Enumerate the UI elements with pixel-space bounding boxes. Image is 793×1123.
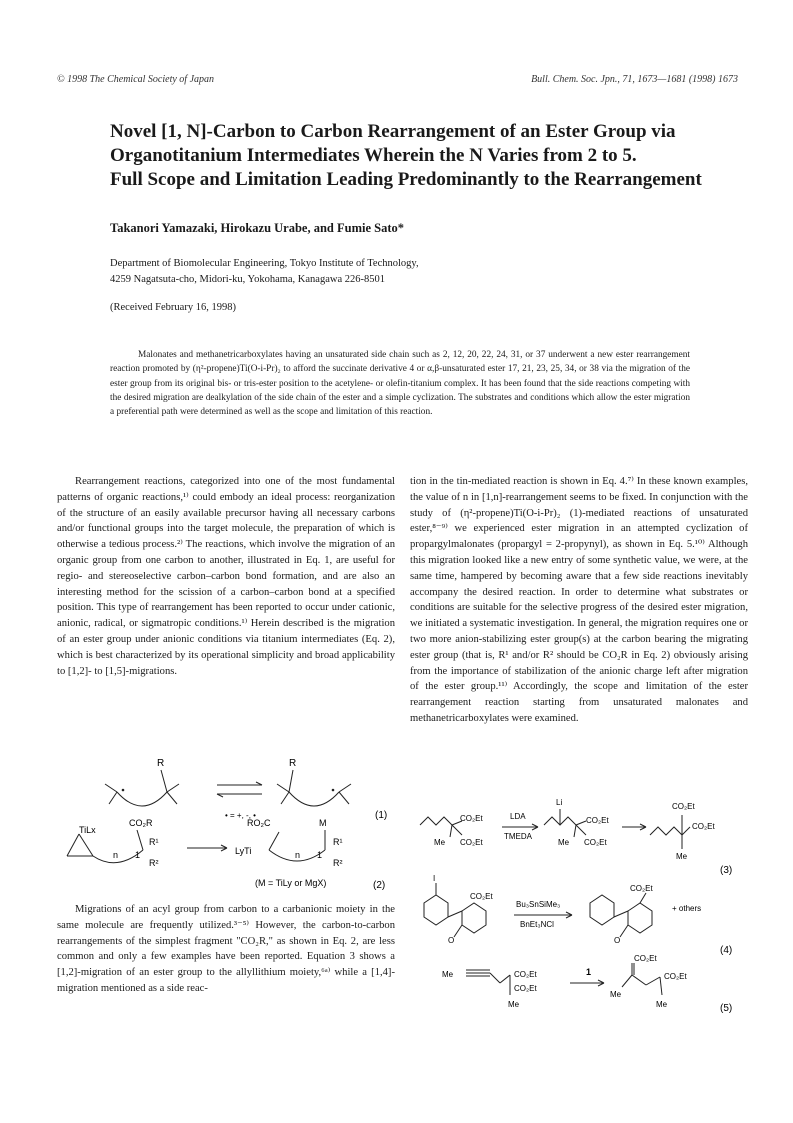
received-date: (Received February 16, 1998) [110, 302, 236, 313]
intro-paragraph-1: Rearrangement reactions, categorized into one of the most fundamental patterns of organic reactions,¹⁾ could embody an ideal process: reorganization of the structure of an easily available precursor having all necessary carbons and/or functional groups into the target molecule, the preparation of which is otherwise a tedious process.²⁾ The reactions, which involve the migration of an organic group from one carbon to another, illustrated in Eq. 1, are useful for regio- and stereoselective carbon–carbon bond formation, and are also an interesting method for the scission of a carbon–carbon bond at a specified position. This type of rearrangement has been reported to occur under cationic, anionic, radical, or sigmatropic conditions.¹⁾ Herein described is the migration of an ester group under anionic conditions via titanium intermediates (Eq. 2), which is best characterized by its operational simplicity and broad applicability to [1,2]- to [1,5]-migrations. [57, 476, 395, 677]
eq4-p-o: O [614, 936, 621, 945]
eq2-r-n: n [113, 850, 119, 860]
eq1-number: (1) [375, 810, 388, 821]
eq2-r-one: 1 [135, 850, 141, 860]
eq5-reactant [466, 970, 510, 995]
eq5-arrow [570, 980, 604, 986]
scheme-eq1-eq2 [57, 750, 402, 900]
eq3-reagent-tmeda: TMEDA [504, 832, 532, 841]
eq1-legend: • = +, -, • [225, 811, 256, 820]
eq2-r-co2r: CO₂R [129, 818, 153, 828]
eq5-r-co2et-2: CO₂Et [514, 984, 537, 993]
journal-copyright: © 1998 The Chemical Society of Japan [57, 74, 215, 85]
eq3-number: (3) [720, 865, 733, 876]
eq2-p-m: M [319, 818, 327, 828]
title-line-2: Organotitanium Intermediates Wherein the N Varies from 2 to 5. [110, 145, 637, 166]
eq3-i-co2et-1: CO₂Et [586, 816, 609, 825]
eq5-p-co2et-1: CO₂Et [634, 954, 657, 963]
eq3-i-li: Li [556, 798, 563, 807]
eq5-p-me-1: Me [610, 990, 622, 999]
eq2-p-one: 1 [317, 850, 323, 860]
eq1-dot-left [122, 789, 125, 792]
eq2-arrow [187, 845, 227, 851]
eq4-reagent-1: Bu₃SnSiMe₃ [516, 900, 561, 909]
eq3-reagent-lda: LDA [510, 812, 526, 821]
journal-citation: Bull. Chem. Soc. Jpn., 71, 1673—1681 (1998) 1673 [531, 74, 738, 85]
eq5-number: (5) [720, 1003, 733, 1014]
eq5-p-me-2: Me [656, 1000, 668, 1009]
eq4-others: + others [672, 904, 702, 913]
eq2-number: (2) [373, 880, 386, 891]
eq4-r-co2et: CO₂Et [470, 892, 493, 901]
eq2-r-r2: R² [149, 858, 159, 868]
eq3-i-co2et-2: CO₂Et [584, 838, 607, 847]
eq5-r-me-2: Me [508, 1000, 520, 1009]
affiliation-line-2: 4259 Nagatsuta-cho, Midori-ku, Yokohama, Kanagawa 226-8501 [110, 274, 385, 285]
eq1-dot-right [332, 789, 335, 792]
eq3-product [650, 815, 690, 849]
affiliation [110, 256, 419, 288]
eq5-reagent: 1 [586, 967, 592, 977]
eq2-r-tilx: TiLx [79, 825, 96, 835]
abstract: Malonates and methanetricarboxylates having an unsaturated side chain such as 2, 12, 20, 22, 24, 31, or 37 underwent a new ester rearrangement reaction promoted by (η²-propene)Ti(O-i-Pr)₂ to afford the succinate derivative 4 or α,β-unsaturated ester 17, 21, 23, 25, 34, or 38 via the migration of the ester group from its original bis- or tris-ester position to the acetylene- or olefin-titanium complex. It has been found that the side reactions competing with the desired migration are dealkylation of the side chain of the ester and a simple cyclization. The substrates and conditions which allow the ester migration a preferential path were determined as well as the scope and limitation of this reaction. [110, 350, 690, 418]
left-column-lower [57, 902, 395, 997]
eq2-legend: (M = TiLy or MgX) [255, 878, 327, 888]
eq4-reagent-2: BnEt₃NCl [520, 920, 554, 929]
affiliation-line-1: Department of Biomolecular Engineering, Tokyo Institute of Technology, [110, 258, 419, 269]
eq1-product [277, 770, 351, 806]
title-line-1: Novel [1, N]-Carbon to Carbon Rearrangement of an Ester Group via [110, 121, 676, 142]
eq4-arrow [514, 912, 572, 918]
eq2-p-lyti: LyTi [235, 846, 252, 856]
eq3-p-co2et-1: CO₂Et [672, 802, 695, 811]
eq2-r-r1: R¹ [149, 837, 159, 847]
eq3-r-co2et-1: CO₂Et [460, 814, 483, 823]
eq3-arrow-2 [622, 824, 646, 830]
authors: Takanori Yamazaki, Hirokazu Urabe, and Fumie Sato* [110, 221, 405, 235]
eq1-r-right: R [289, 758, 297, 769]
eq2-p-n: n [295, 850, 301, 860]
scheme-eq3-eq5 [410, 795, 750, 1020]
eq5-r-me-1: Me [442, 970, 454, 979]
eq1-r-left: R [157, 758, 165, 769]
eq3-r-me: Me [434, 838, 446, 847]
left-column [57, 474, 395, 679]
eq3-r-co2et-2: CO₂Et [460, 838, 483, 847]
right-column [410, 474, 748, 727]
eq1-reactant [105, 770, 179, 806]
eq3-arrow-1 [502, 824, 538, 830]
eq3-intermediate [544, 809, 586, 837]
eq1-arrows [217, 782, 262, 797]
eq3-reactant [420, 817, 462, 837]
eq4-number: (4) [720, 945, 733, 956]
eq2-p-r1: R¹ [333, 837, 343, 847]
eq4-product [590, 893, 652, 937]
eq5-product [622, 963, 662, 995]
eq5-r-co2et-1: CO₂Et [514, 970, 537, 979]
paper-title [110, 120, 750, 192]
eq4-r-o: O [448, 936, 455, 945]
eq5-p-co2et-2: CO₂Et [664, 972, 687, 981]
right-paragraph-1: tion in the tin-mediated reaction is shown in Eq. 4.⁷⁾ In these known examples, the value of n in [1,n]-rearrangement seems to be fixed. In conjunction with the study of (η²-propene)Ti(O-i-Pr)₂ (1)-mediated reactions of unsaturated ester,⁸⁻⁹⁾ we experienced ester migration in an attempted cyclization of propargylmalonates (propargyl = 2-propynyl), as shown in Eq. 5.¹⁰⁾ Although this migration looked like a new entry of some synthetic value, we were, at the same time, hampered by becoming aware that a few side reactions inevitably accompany the desired reaction. In order to determine what substrates or conditions are suitable for the selective progress of the desired ester migration, we initiated a systematic investigation. In general, the migration requires one or two more anion-stabilizing ester group(s) at the carbon bearing the migrating ester group (that is, R¹ and/or R² should be CO₂R in Eq. 2) obviously arising from the importance of stabilization of the anionic charge left after migration of the ester group.¹¹⁾ Accordingly, the scope and limitation of the ester rearrangement reaction starting from unsaturated malonates and methanetricarboxylates were examined. [410, 476, 749, 724]
eq3-p-co2et-2: CO₂Et [692, 822, 715, 831]
eq4-r-i: I [433, 874, 436, 883]
eq2-p-ro2c: RO₂C [247, 818, 271, 828]
eq3-i-me: Me [558, 838, 570, 847]
intro-paragraph-2: Migrations of an acyl group from carbon to a carbanionic moiety in the same molecule are frequently utilized.³⁻⁵⁾ However, the carbon-to-carbon rearrangements of the simplest fragment "CO₂R," as shown in Eq. 2, are less common and only a few examples have been reported. Equation 3 shows a [1,2]-migration of an ester group to the allyllithium moiety,⁶ᵃ⁾ while a [1,4]-migration mentioned as a side reac- [57, 904, 395, 994]
title-line-3: Full Scope and Limitation Leading Predominantly to the Rearrangement [110, 169, 702, 190]
eq2-p-r2: R² [333, 858, 343, 868]
eq4-p-co2et: CO₂Et [630, 884, 653, 893]
eq3-p-me: Me [676, 852, 688, 861]
